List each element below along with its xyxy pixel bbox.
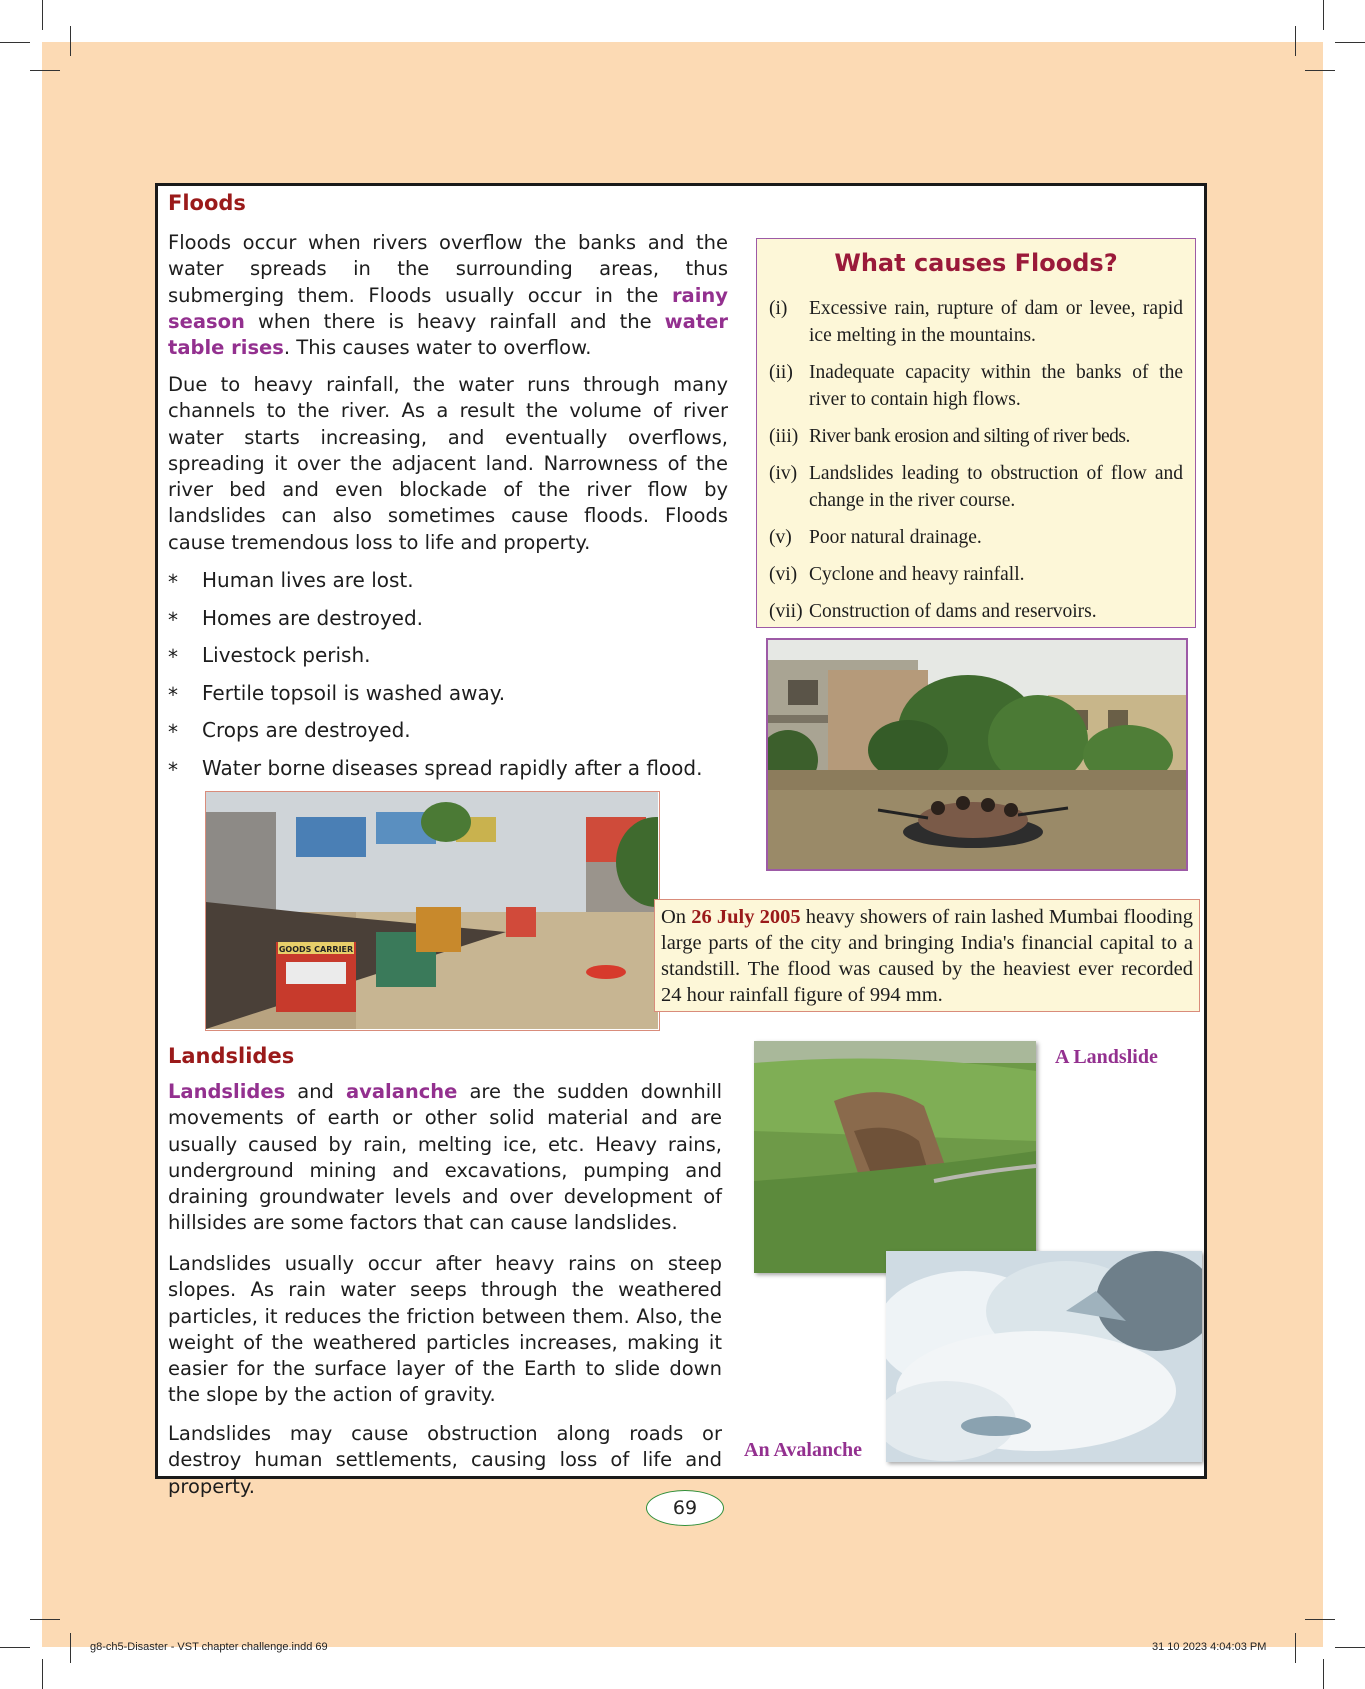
list-item: * Human lives are lost. <box>168 568 414 594</box>
avalanche-photo <box>886 1251 1202 1462</box>
crop-mark <box>0 42 30 43</box>
avalanche-caption: An Avalanche <box>744 1439 862 1461</box>
highlight-water-table: water table rises <box>168 309 728 360</box>
cause-item: (v) Poor natural drainage. <box>769 527 982 548</box>
cause-item: (vii) Construction of dams and reservoirs. <box>769 601 1097 622</box>
cause-item: (i) Excessive rain, rupture of dam or levee, rapid ice melting in the mountains. <box>769 298 1183 346</box>
crop-mark <box>42 0 43 30</box>
flood-date: 26 July 2005 <box>691 906 801 928</box>
bullet-icon: * <box>168 570 178 594</box>
landslides-heading: Landslides <box>168 1044 295 1068</box>
bullet-icon: * <box>168 645 178 669</box>
floods-paragraph-1 <box>168 230 728 361</box>
crop-mark <box>42 1659 43 1689</box>
floods-paragraph-2: Due to heavy rainfall, the water runs through many channels to the river. As a result the volume of river water starts increasing, and eventually overflows, spreading it over the adjacent land. Narrowness of the river bed and even blockade of the river flow by landslides can also sometimes cause floods. Floods cause tremendous loss to life and property. <box>168 373 728 554</box>
slug-timestamp: 31 10 2023 4:04:03 PM <box>1152 1641 1267 1653</box>
slug-filename: g8-ch5-Disaster - VST chapter challenge.indd 69 <box>90 1641 328 1653</box>
crop-mark <box>70 26 71 56</box>
crop-mark <box>1323 0 1324 30</box>
crop-mark <box>1335 42 1365 43</box>
page-number: 69 <box>646 1490 724 1526</box>
bullet-icon: * <box>168 607 178 632</box>
crop-mark <box>1305 70 1335 71</box>
landslides-paragraph-1: Landslides and avalanche are the sudden downhill movements of earth or other solid material and are usually caused by rain, melting ice, etc. Heavy rains, underground mining and excavations, pumping and draining groundwater levels and over development of hillsides are some factors that can cause landslides. <box>168 1080 722 1235</box>
cause-item: (iii) River bank erosion and silting of river beds. <box>769 426 1130 447</box>
list-item: * Homes are destroyed. <box>168 605 424 632</box>
floods-p1-text: . This causes water to overflow. <box>283 336 592 360</box>
list-item: * Water borne diseases spread rapidly after a flood. <box>168 755 703 782</box>
crop-mark <box>1295 26 1296 56</box>
flood-rescue-photo <box>766 638 1188 871</box>
mumbai-flood-photo <box>205 791 660 1031</box>
causes-title: What causes Floods? <box>834 249 1118 277</box>
cause-item: (vi) Cyclone and heavy rainfall. <box>769 564 1025 585</box>
list-item: * Fertile topsoil is washed away. <box>168 680 506 707</box>
landslides-paragraph-3: Landslides may cause obstruction along roads or destroy human settlements, causing loss of life and property. <box>168 1422 722 1498</box>
crop-mark <box>1323 1659 1324 1689</box>
floods-heading: Floods <box>168 191 246 215</box>
list-item: * Crops are destroyed. <box>168 718 411 744</box>
bullet-icon: * <box>168 757 178 782</box>
cause-item: (ii) Inadequate capacity within the banks of the river to contain high flows. <box>769 362 1183 410</box>
bullet-icon: * <box>168 720 178 744</box>
highlight-landslides: Landslides <box>168 1080 286 1103</box>
landslide-caption: A Landslide <box>1055 1046 1158 1068</box>
flood-effects-list <box>168 567 728 792</box>
crop-mark <box>1295 1633 1296 1663</box>
crop-mark <box>1305 1619 1335 1620</box>
crop-mark <box>30 1619 60 1620</box>
list-item: * Livestock perish. <box>168 643 371 669</box>
cause-item: (iv) Landslides leading to obstruction of flow and change in the river course. <box>769 463 1183 511</box>
crop-mark <box>0 1647 30 1648</box>
crop-mark <box>1335 1647 1365 1648</box>
bus-sign-text: GOODS CARRIER <box>278 945 354 954</box>
crop-mark <box>70 1633 71 1663</box>
crop-mark <box>30 70 60 71</box>
bullet-icon: * <box>168 682 178 707</box>
landslide-photo <box>754 1041 1036 1273</box>
highlight-avalanche: avalanche <box>345 1080 458 1103</box>
mumbai-flood-note: On 26 July 2005 heavy showers of rain lashed Mumbai flooding large parts of the city and bringing India's financial capital to a standstill. The flood was caused by the heaviest ever recorded 24 hour rainfall figure of 994 mm. <box>654 899 1200 1012</box>
landslides-paragraph-2: Landslides usually occur after heavy rains on steep slopes. As rain water seeps through the weathered particles, it reduces the friction between them. Also, the weight of the weathered particles increases, making it easier for the surface layer of the Earth to slide down the slope by the action of gravity. <box>168 1252 722 1407</box>
floods-p1-text: Floods occur when rivers overflow the banks and the water spreads in the surrounding areas, thus submerging them. Floods usually occur in the <box>168 231 728 307</box>
floods-p1-text: when there is heavy rainfall and the <box>244 309 665 333</box>
highlight-rainy-season: rainy season <box>168 283 728 333</box>
causes-box <box>756 238 1196 628</box>
